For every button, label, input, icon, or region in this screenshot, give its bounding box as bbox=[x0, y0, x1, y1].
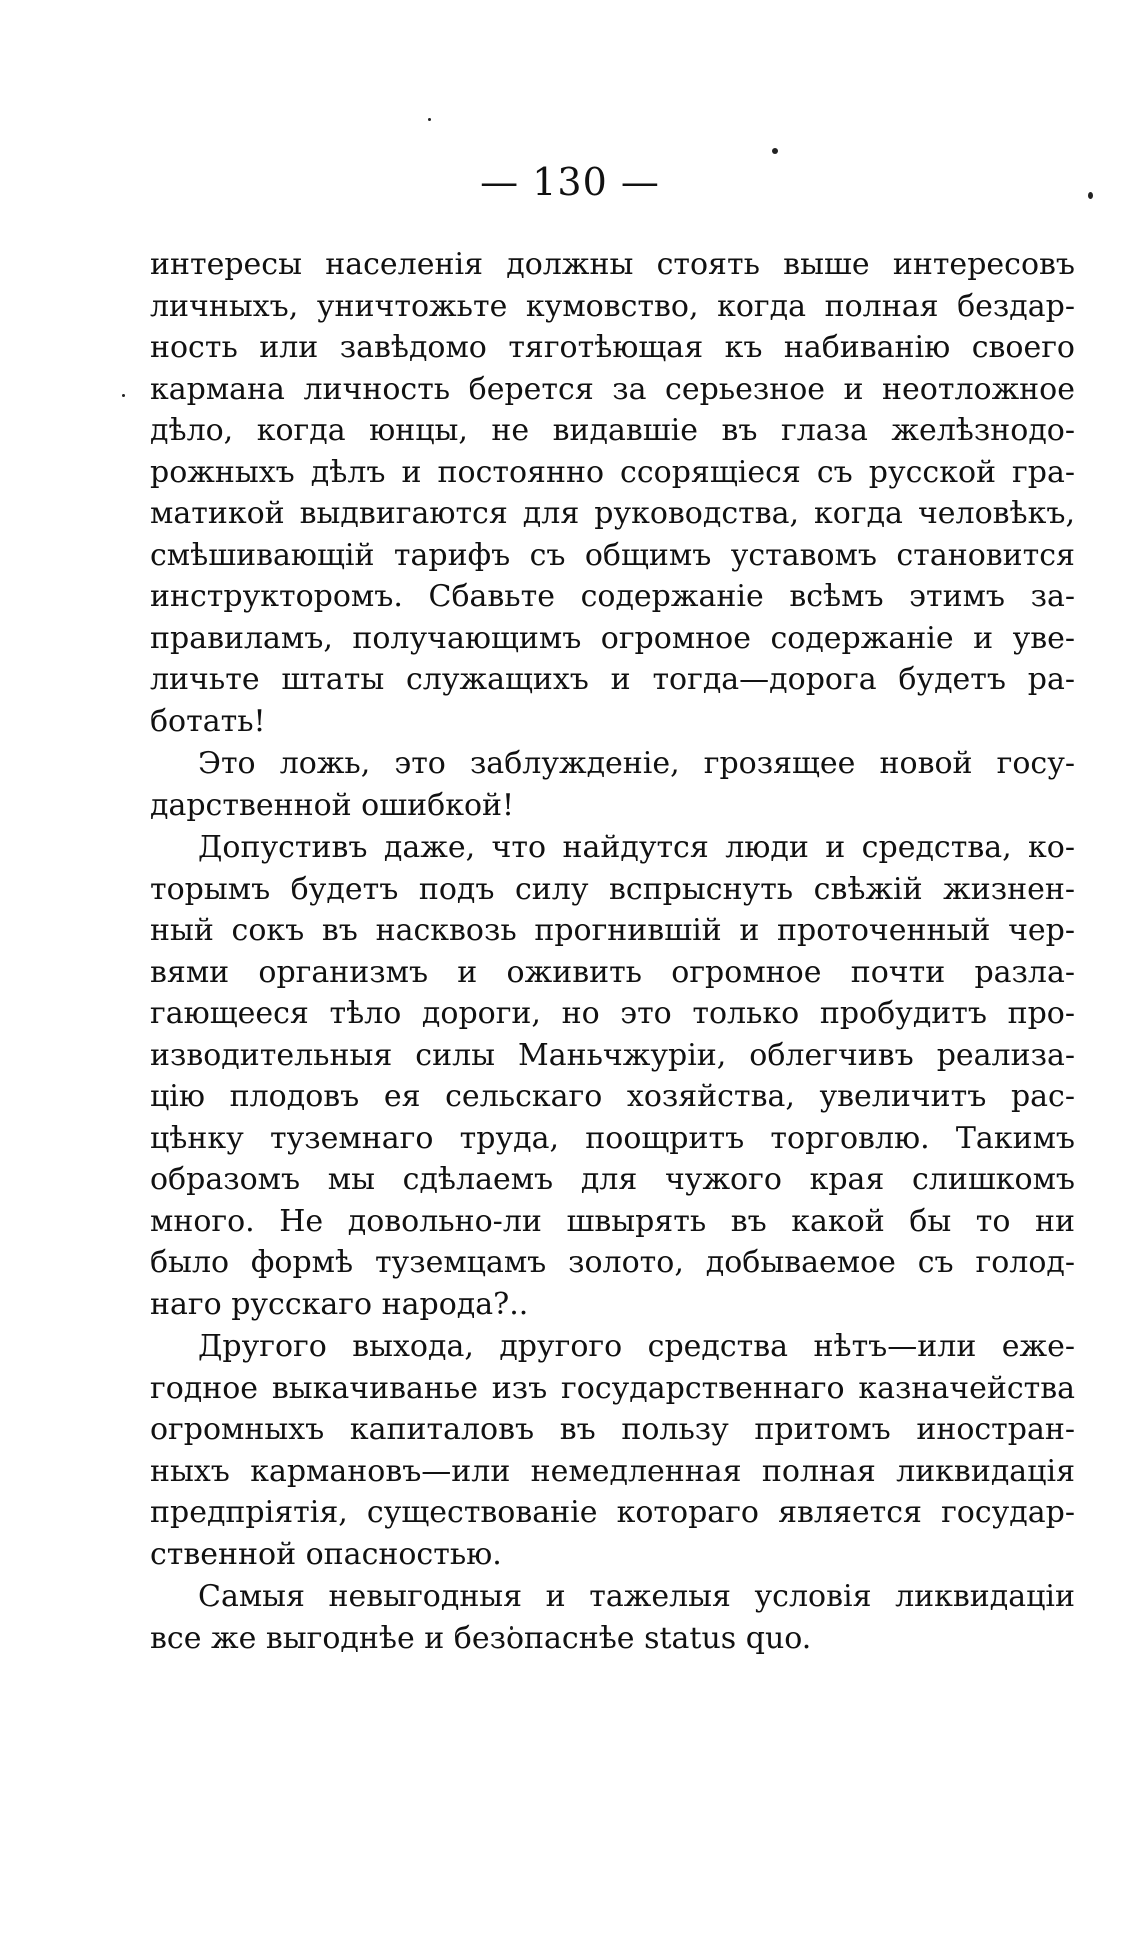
text-line: дарственной ошибкой! bbox=[150, 787, 515, 823]
print-speck bbox=[772, 148, 778, 154]
text-line: было формѣ туземцамъ золото, добываемое съ голод- bbox=[150, 1245, 1075, 1280]
text-line: цѣнку туземнаго труда, поощритъ торговлю. Такимъ bbox=[150, 1120, 1075, 1156]
print-speck bbox=[428, 118, 431, 121]
page-number: — 130 — bbox=[480, 160, 660, 204]
text-line: торымъ будетъ подъ силу вспрыснуть свѣжій жизнен- bbox=[150, 871, 1075, 907]
text-line: Самыя невыгодныя и тажелыя условія ликвидаціи bbox=[198, 1579, 1075, 1614]
text-line: дѣло, когда юнцы, не видавшіе въ глаза желѣзнодо- bbox=[150, 413, 1075, 448]
text-line: огромныхъ капиталовъ въ пользу притомъ иностран- bbox=[150, 1412, 1075, 1447]
text-line: вями организмъ и оживить огромное почти разла- bbox=[150, 954, 1075, 990]
text-line: ныхъ кармановъ—или немедленная полная ликвидація bbox=[150, 1453, 1075, 1489]
text-line: личныхъ, уничтожьте кумовство, когда полная бездар- bbox=[150, 288, 1075, 324]
text-line: Другого выхода, другого средства нѣтъ—или еже- bbox=[198, 1329, 1075, 1364]
text-line: смѣшивающій тарифъ съ общимъ уставомъ становится bbox=[150, 537, 1075, 573]
paragraph bbox=[150, 244, 1075, 742]
text-line: матикой выдвигаются для руководства, когда человѣкъ, bbox=[150, 496, 1075, 531]
text-line: рожныхъ дѣлъ и постоянно ссорящіеся съ русской гра- bbox=[150, 454, 1075, 490]
text-line: инструкторомъ. Сбавьте содержаніе всѣмъ этимъ за- bbox=[150, 579, 1075, 614]
text-line: цію плодовъ ея сельскаго хозяйства, увеличитъ рас- bbox=[150, 1079, 1075, 1114]
print-speck bbox=[1088, 192, 1093, 199]
paragraph bbox=[150, 1326, 1075, 1575]
paragraph bbox=[150, 743, 1075, 826]
text-line: изводительныя силы Маньчжуріи, облегчивъ реализа- bbox=[150, 1037, 1075, 1073]
text-line: ный сокъ въ насквозь прогнившій и проточенный чер- bbox=[150, 913, 1075, 948]
paragraph bbox=[150, 827, 1075, 1325]
text-line: правиламъ, получающимъ огромное содержаніе и уве- bbox=[150, 620, 1075, 656]
text-line: годное выкачиванье изъ государственнаго казначейства bbox=[150, 1370, 1075, 1406]
text-line: личьте штаты служащихъ и тогда—дорога будетъ ра- bbox=[150, 662, 1075, 697]
text-line: гающееся тѣло дороги, но это только пробудитъ про- bbox=[150, 996, 1075, 1031]
text-line: много. Не довольно-ли швырять въ какой бы то ни bbox=[150, 1203, 1075, 1239]
text-line: образомъ мы сдѣлаемъ для чужого края слишкомъ bbox=[150, 1162, 1075, 1197]
paragraph bbox=[150, 1576, 1075, 1659]
text-line: интересы населенія должны стоять выше интересовъ bbox=[150, 247, 1075, 282]
text-line: кармана личность берется за серьезное и неотложное bbox=[150, 371, 1075, 407]
text-line: Это ложь, это заблужденіе, грозящее новой госу- bbox=[198, 746, 1075, 781]
text-line: наго русскаго народа?.. bbox=[150, 1286, 529, 1322]
text-line: все же выгоднѣе и безопаснѣе status quo. bbox=[150, 1620, 812, 1656]
text-line: предпріятія, существованіе котораго является государ- bbox=[150, 1495, 1075, 1530]
text-line: ность или завѣдомо тяготѣющая къ набиванію своего bbox=[150, 330, 1075, 365]
body-text bbox=[150, 244, 1075, 1659]
text-line: ботать! bbox=[150, 703, 266, 739]
print-speck bbox=[122, 394, 125, 397]
text-line: Допустивъ даже, что найдутся люди и средства, ко- bbox=[198, 830, 1075, 865]
text-line: ственной опасностью. bbox=[150, 1536, 502, 1572]
